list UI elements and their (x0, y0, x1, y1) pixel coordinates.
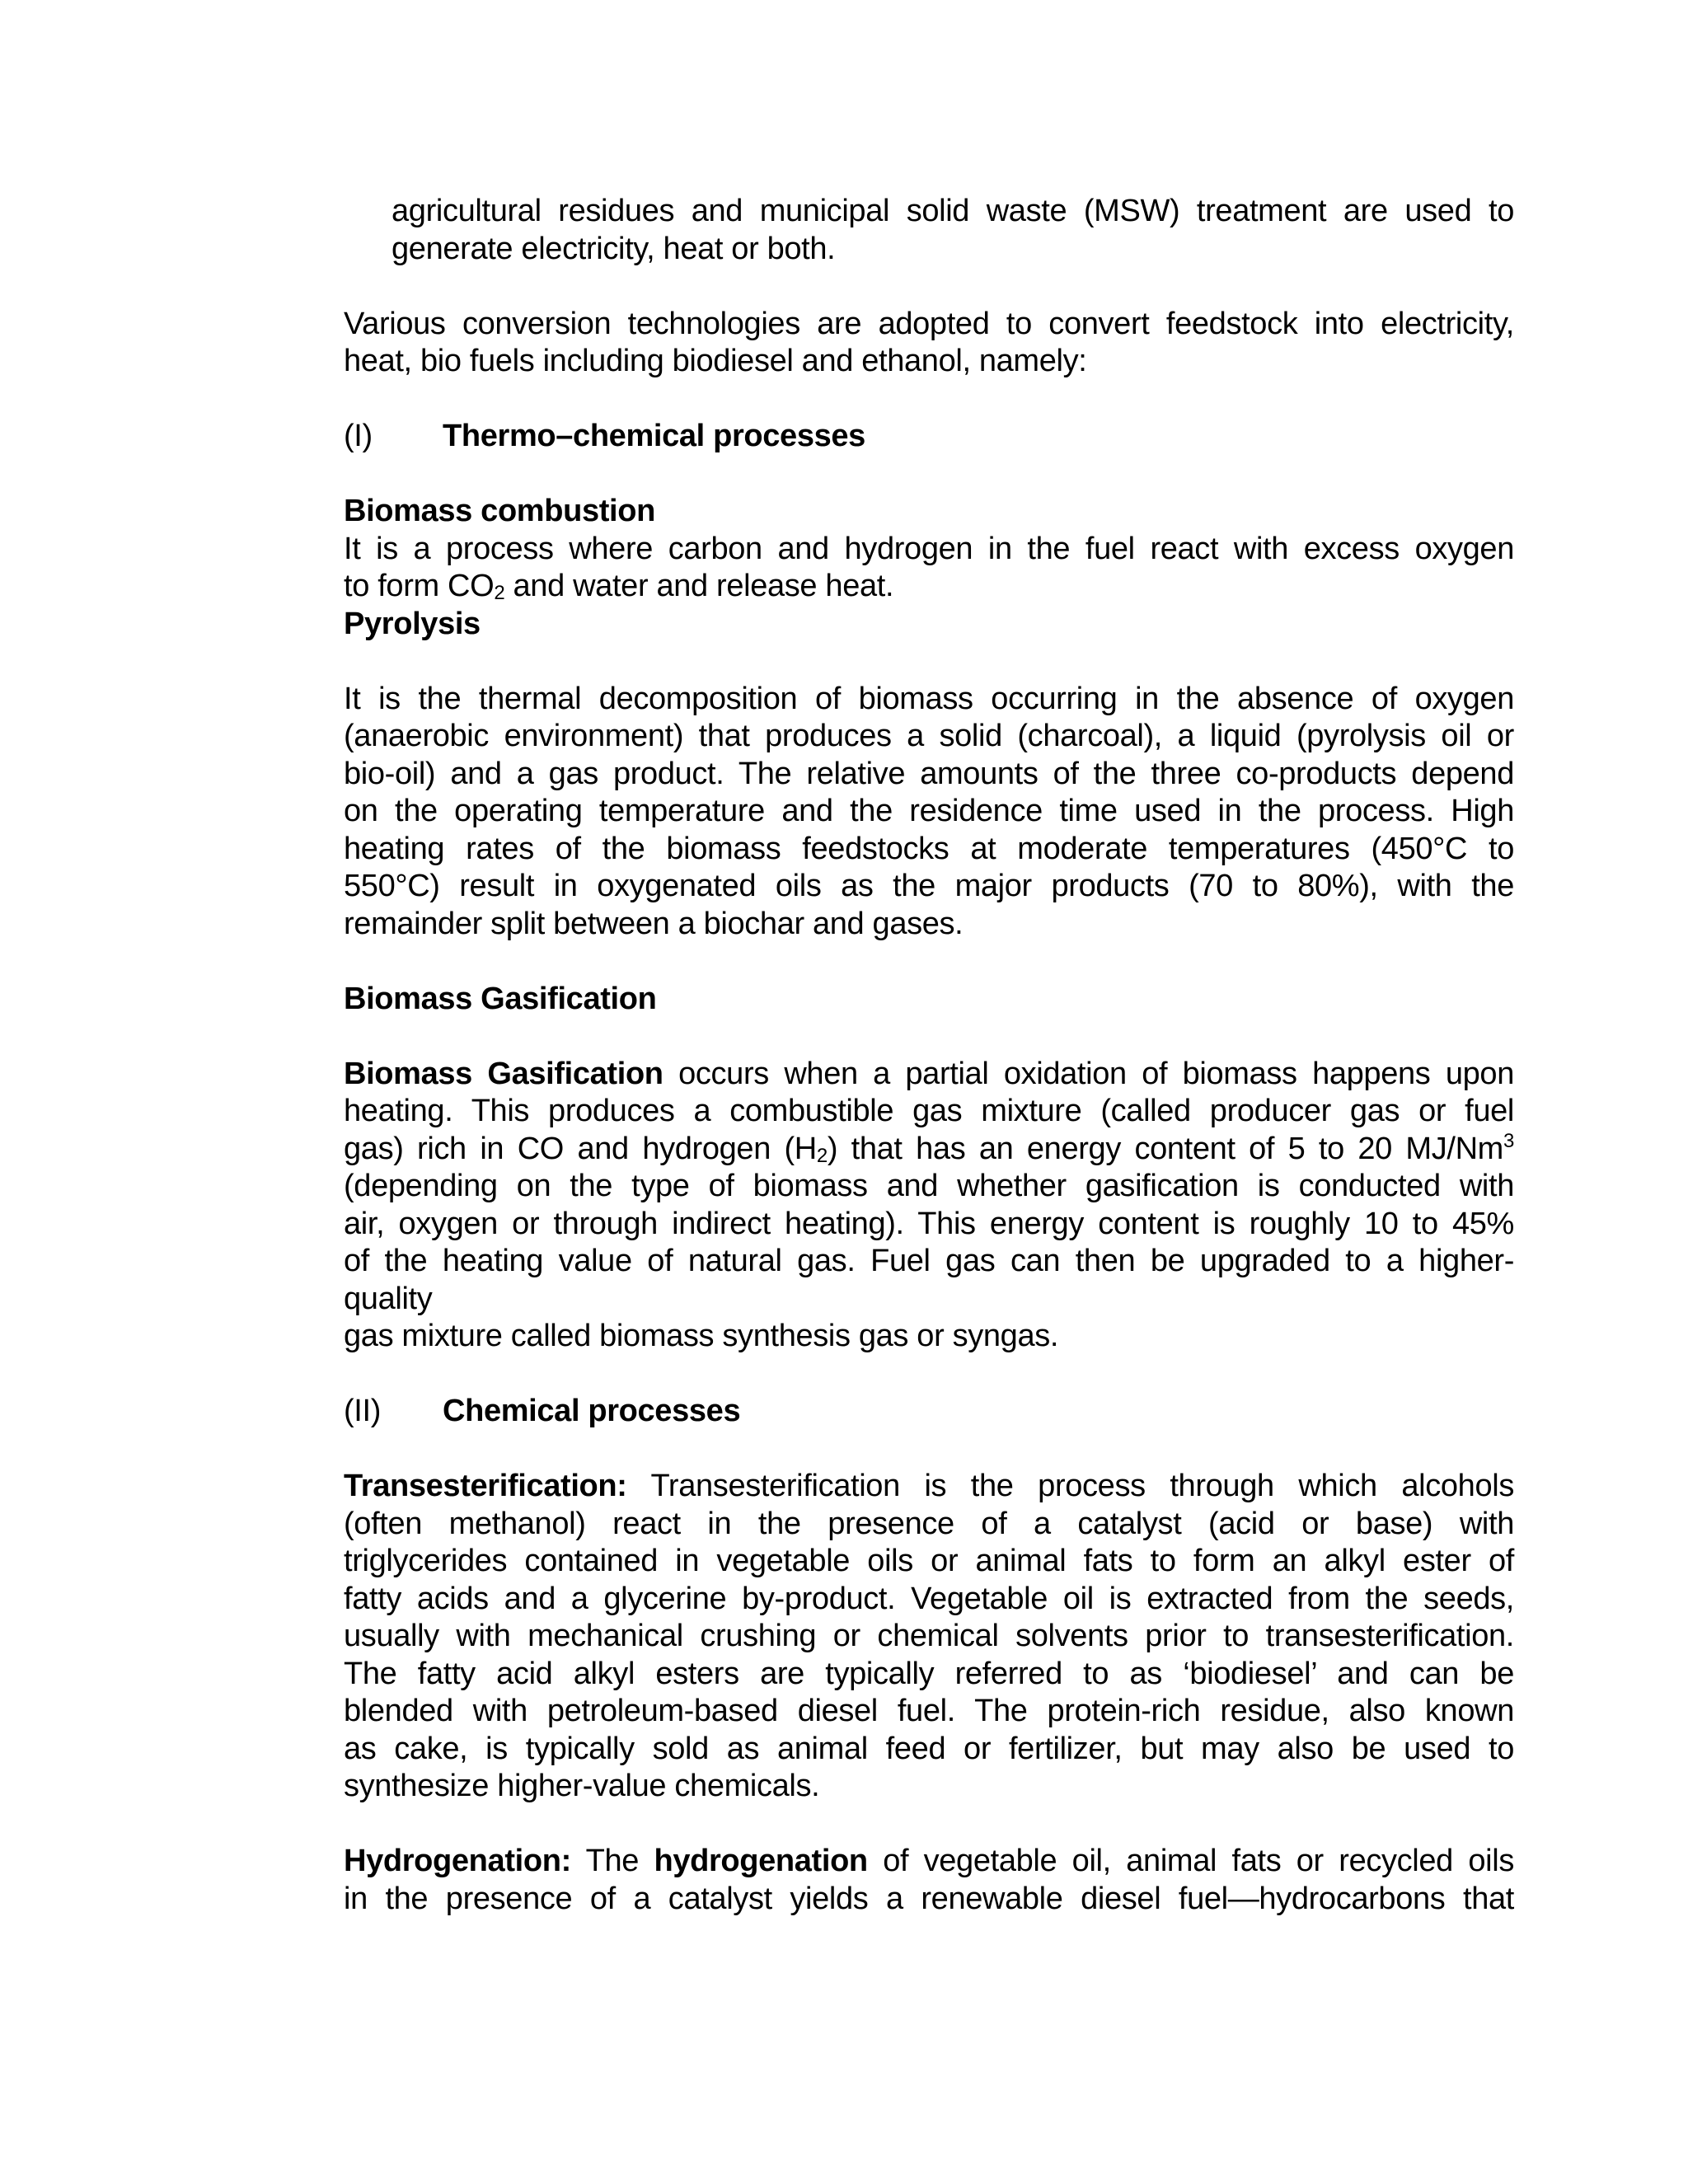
pyrolysis-line: heating rates of the biomass feedstocks at moderate temperatures (450°C to (344, 831, 1514, 866)
section-number: (II) (344, 1394, 382, 1428)
gasification-bold-term: Biomass Gasification (344, 1056, 663, 1091)
hydrogenation-text: The (570, 1844, 654, 1878)
transesterification-line: usually with mechanical crushing or chemical solvents prior to transesterification. (344, 1619, 1514, 1653)
section-title: Chemical processes (443, 1394, 741, 1428)
pyrolysis-heading: Pyrolysis (344, 606, 481, 641)
spacer (344, 943, 1514, 981)
gasification-heading: Biomass Gasification (344, 981, 657, 1016)
various-line-2: heat, bio fuels including biodiesel and ethanol, namely: (344, 344, 1087, 378)
pyrolysis-line: 550°C) result in oxygenated oils as the major products (70 to 80%), with the (344, 869, 1514, 903)
intro-line-1: agricultural residues and municipal solid waste (MSW) treatment are used to (392, 194, 1514, 228)
combustion-text-before: to form CO (344, 569, 495, 603)
transesterification-line: (often methanol) react in the presence of a catalyst (acid or base) with (344, 1506, 1514, 1541)
transesterification-line: fatty acids and a glycerine by-product. Vegetable oil is extracted from the seeds, (344, 1581, 1514, 1616)
hydrogenation-line-1-rest: of vegetable oil, animal fats or recycled oils (867, 1844, 1514, 1878)
document-page (344, 193, 1514, 1918)
spacer (344, 1356, 1514, 1394)
section-heading-chemical (344, 1393, 1514, 1431)
transesterification-line: triglycerides contained in vegetable oils or animal fats to form an alkyl ester of (344, 1544, 1514, 1578)
spacer (344, 268, 1514, 306)
gasification-subscript: 2 (816, 1144, 828, 1167)
combustion-text-after: and water and release heat. (504, 569, 894, 603)
intro-line-2: generate electricity, heat or both. (392, 231, 836, 266)
gasification-line: quality (344, 1281, 433, 1316)
gasification-superscript: 3 (1503, 1129, 1514, 1152)
gasification-line: air, oxygen or through indirect heating). This energy content is roughly 10 to 45% (344, 1206, 1514, 1241)
transesterification-line-1-rest: Transesterification is the process through which alcohols (626, 1469, 1514, 1503)
transesterification-line-1 (344, 1468, 1514, 1506)
spacer (344, 1018, 1514, 1056)
gasification-line-1 (344, 1056, 1514, 1094)
pyrolysis-line: on the operating temperature and the residence time used in the process. High (344, 794, 1514, 828)
transesterification-line: The fatty acid alkyl esters are typically referred to as ‘biodiesel’ and can be (344, 1656, 1514, 1691)
various-line-1: Various conversion technologies are adopted to convert feedstock into electricity, (344, 306, 1514, 341)
gasification-line-1-rest: occurs when a partial oxidation of biomass happens upon (663, 1056, 1514, 1091)
pyrolysis-line: remainder split between a biochar and gases. (344, 906, 964, 941)
gasification-line: (depending on the type of biomass and whether gasification is conducted with (344, 1169, 1514, 1203)
pyrolysis-line: bio-oil) and a gas product. The relative amounts of the three co-products depend (344, 756, 1514, 791)
combustion-line-1: It is a process where carbon and hydrogen in the fuel react with excess oxygen (344, 531, 1514, 566)
pyrolysis-line: (anaerobic environment) that produces a solid (charcoal), a liquid (pyrolysis oil or (344, 719, 1514, 753)
gasification-text-before: gas) rich in CO and hydrogen (H (344, 1131, 817, 1166)
section-heading-thermo-chemical (344, 418, 1514, 456)
gasification-line: of the heating value of natural gas. Fuel gas can then be upgraded to a higher- (344, 1244, 1514, 1278)
spacer (344, 1431, 1514, 1469)
gasification-text-after: ) that has an energy content of 5 to 20 MJ/Nm (827, 1131, 1503, 1166)
section-number: (I) (344, 419, 373, 453)
spacer (344, 1806, 1514, 1844)
hydrogenation-bold-word: hydrogenation (654, 1844, 868, 1878)
gasification-line: gas mixture called biomass synthesis gas or syngas. (344, 1319, 1059, 1353)
spacer (344, 643, 1514, 681)
spacer (344, 381, 1514, 419)
combustion-subscript: 2 (494, 582, 505, 604)
pyrolysis-line: It is the thermal decomposition of biomass occurring in the absence of oxygen (344, 681, 1514, 716)
transesterification-bold-term: Transesterification: (344, 1469, 627, 1503)
section-title: Thermo–chemical processes (443, 419, 865, 453)
combustion-heading: Biomass combustion (344, 494, 655, 528)
gasification-line-3 (344, 1131, 1514, 1169)
hydrogenation-line-1 (344, 1843, 1514, 1881)
transesterification-line: as cake, is typically sold as animal feed or fertilizer, but may also be used to (344, 1731, 1514, 1766)
hydrogenation-bold-term: Hydrogenation: (344, 1844, 571, 1878)
gasification-line-2: heating. This produces a combustible gas mixture (called producer gas or fuel (344, 1094, 1514, 1128)
transesterification-line: synthesize higher-value chemicals. (344, 1769, 820, 1803)
hydrogenation-line-2: in the presence of a catalyst yields a renewable diesel fuel—hydrocarbons that (344, 1881, 1514, 1916)
combustion-line-2 (344, 568, 1514, 606)
transesterification-line: blended with petroleum-based diesel fuel. The protein-rich residue, also known (344, 1694, 1514, 1728)
spacer (344, 456, 1514, 494)
